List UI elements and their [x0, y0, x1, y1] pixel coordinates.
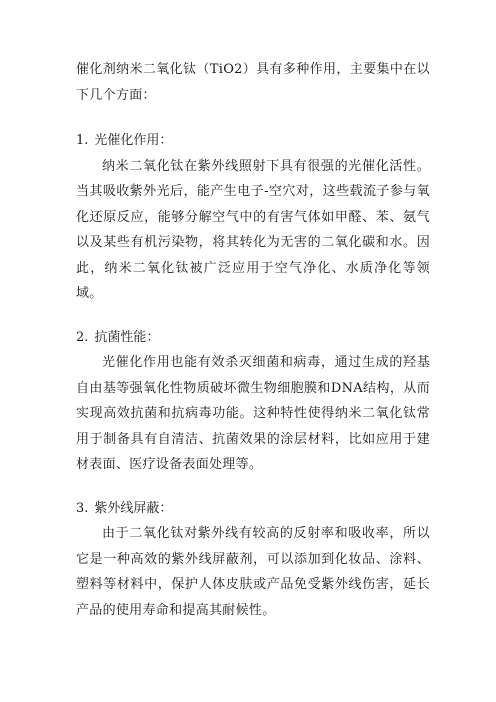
- section-title: 光催化作用：: [94, 133, 173, 148]
- section-body: 光催化作用也能有效杀灭细菌和病毒，通过生成的羟基自由基等强氧化性物质破坏微生物细胞膜和DNA结构，从而实现高效抗菌和抗病毒功能。这种特性使得纳米二氧化钛常用于制备具有自清洁、抗菌效果的涂层材料，比如应用于建材表面、医疗设备表面处理等。: [76, 355, 430, 472]
- section-number: 3.: [76, 500, 89, 516]
- section-uv-shielding: [76, 496, 430, 624]
- intro-paragraph: 催化剂纳米二氧化钛（TiO2）具有多种作用，主要集中在以下几个方面：: [76, 62, 430, 103]
- section-heading: [76, 325, 430, 351]
- section-body: 纳米二氧化钛在紫外线照射下具有很强的光催化活性。当其吸收紫外光后，能产生电子-空穴对，这些载流子参与氧化还原反应，能够分解空气中的有害气体如甲醛、苯、氨气以及某些有机污染物，将其转化为无害的二氧化碳和水。因此，纳米二氧化钛被广泛应用于空气净化、水质净化等领域。: [76, 158, 430, 301]
- section-number: 1.: [76, 133, 89, 148]
- section-heading: [76, 128, 430, 154]
- document-content: [76, 57, 430, 641]
- section-title: 紫外线屏蔽：: [94, 500, 173, 516]
- section-title: 抗菌性能：: [94, 329, 160, 345]
- section-heading: [76, 496, 430, 522]
- section-body: 由于二氧化钛对紫外线有较高的反射率和吸收率，所以它是一种高效的紫外线屏蔽剂，可以添加到化妆品、涂料、塑料等材料中，保护人体皮肤或产品免受紫外线伤害，延长产品的使用寿命和提高其耐候性。: [76, 526, 430, 618]
- section-antibacterial: [76, 325, 430, 478]
- section-number: 2.: [76, 329, 89, 345]
- section-photocatalysis: [76, 128, 430, 307]
